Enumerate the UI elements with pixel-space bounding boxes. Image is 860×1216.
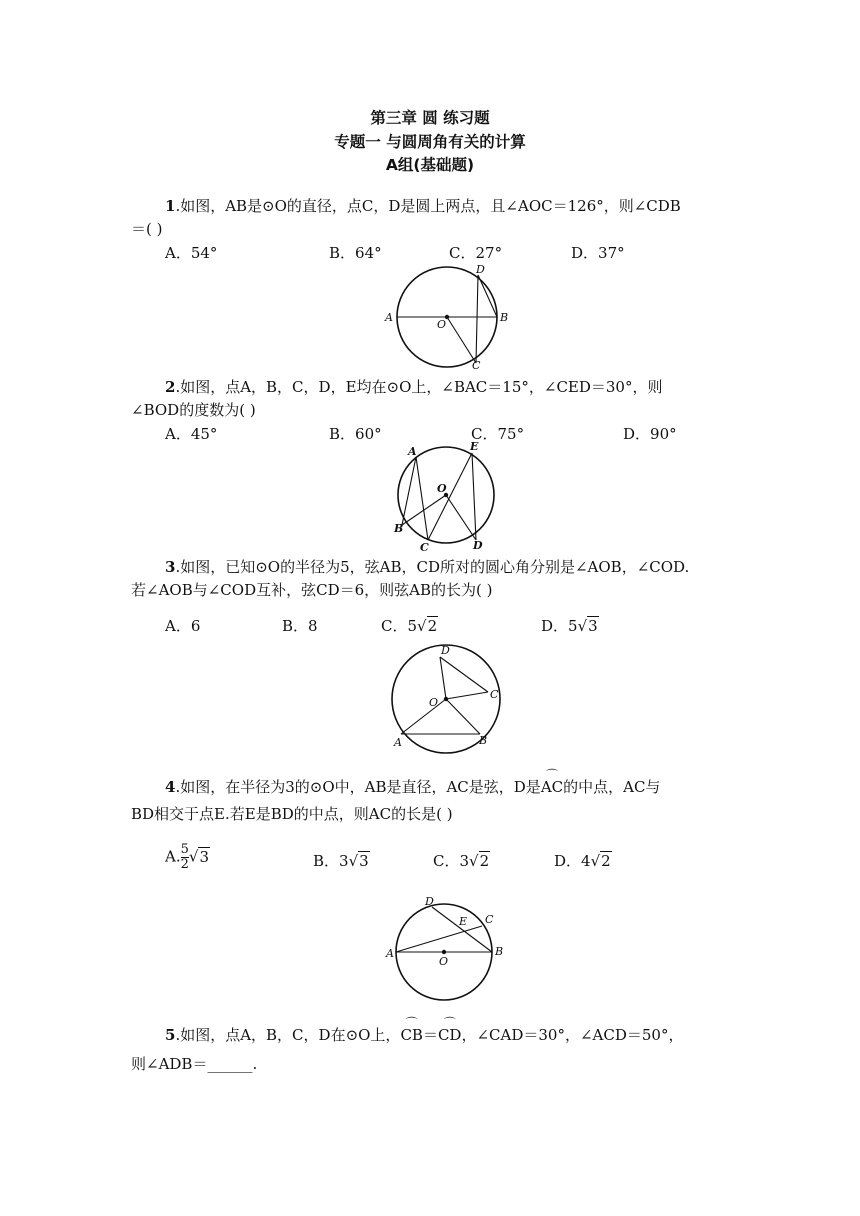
q3-number: 3 — [165, 558, 176, 576]
q3-label-b: B — [479, 734, 488, 747]
q3-option-d[interactable] — [541, 615, 599, 636]
q2-option-b[interactable]: B．60° — [329, 425, 382, 443]
q2-option-a[interactable]: A．45° — [165, 425, 218, 443]
q2-label-b: B — [394, 522, 404, 535]
q4-option-a-fraction — [181, 843, 189, 872]
q4-option-a-label: A. — [165, 847, 181, 866]
q3-option-c[interactable] — [381, 615, 438, 636]
q5-text-a2: ，∠CAD＝30°，∠ACD＝50°， — [461, 1026, 684, 1044]
q2-segment-bo — [402, 495, 446, 525]
q5-arc-cd: ⌒ CD — [438, 1025, 462, 1045]
q5-arc-cb: ⌒ CB — [400, 1025, 423, 1045]
q2-segment-ac — [416, 457, 428, 540]
q2-segment-ab — [402, 457, 416, 525]
q2-label-o: O — [437, 482, 447, 495]
q4-chord-ac — [396, 926, 482, 952]
sqrt-icon: √ — [590, 852, 601, 870]
q4-option-c-label: C．3 — [433, 852, 470, 870]
q4-option-b[interactable] — [313, 850, 370, 871]
q1-option-c[interactable]: C．27° — [449, 244, 503, 262]
group-title: A组(基础题) — [385, 156, 475, 174]
q1-text-a: .如图，AB是⊙O的直径，点C，D是圆上两点，且∠AOC＝126°，则∠CDB — [175, 197, 681, 215]
q4-stem-line2: BD相交于点E.若E是BD的中点，则AC的长是( ) — [131, 805, 453, 823]
q2-segment-od — [446, 495, 476, 540]
q1-label-o: O — [437, 318, 447, 331]
q1-number: 1 — [165, 197, 176, 215]
q4-label-e: E — [459, 915, 468, 928]
q5-text-a1: .如图，点A，B，C，D在⊙O上， — [175, 1026, 401, 1044]
q2-stem-line2: ∠BOD的度数为( ) — [131, 401, 256, 419]
q4-stem-line1 — [165, 777, 660, 797]
q4-label-d: D — [425, 895, 434, 908]
q3-segment-oa — [401, 699, 446, 734]
q4-option-a-radicand: 3 — [199, 847, 209, 866]
q4-figure — [382, 893, 512, 1005]
q1-label-d: D — [476, 263, 485, 276]
q4-option-b-radicand: 3 — [359, 852, 369, 870]
q4-label-c: C — [485, 913, 494, 926]
q4-option-a[interactable] — [165, 843, 210, 872]
sqrt-icon: √ — [577, 617, 588, 635]
q3-center-point — [444, 697, 448, 701]
q3-option-d-radicand: 3 — [588, 617, 598, 635]
q2-segment-ce — [428, 453, 472, 540]
q1-segment-db — [478, 275, 497, 317]
q1-segment-cd — [476, 275, 478, 363]
q5-equals: ＝ — [422, 1026, 438, 1044]
topic-title: 专题一 与圆周角有关的计算 — [334, 133, 526, 151]
q2-text-a: .如图，点A，B，C，D，E均在⊙O上，∠BAC＝15°，∠CED＝30°，则 — [175, 378, 663, 396]
sqrt-icon: √ — [188, 847, 199, 866]
q3-option-c-radicand: 2 — [427, 617, 438, 635]
q1-option-d[interactable]: D．37° — [571, 244, 625, 262]
q1-label-b: B — [500, 311, 509, 324]
q3-segment-oc — [446, 692, 488, 699]
q1-option-a[interactable]: A．54° — [165, 244, 218, 262]
q4-option-b-label: B．3 — [313, 852, 349, 870]
q3-stem-line1 — [165, 557, 689, 577]
q3-stem-line2: 若∠AOB与∠COD互补，弦CD＝6，则弦AB的长为( ) — [131, 581, 493, 599]
q2-label-a: A — [408, 445, 417, 458]
q2-figure — [392, 440, 504, 552]
q1-stem-line1 — [165, 196, 681, 216]
q2-option-c[interactable]: C．75° — [471, 425, 525, 443]
q4-label-b: B — [495, 945, 504, 958]
fraction-denominator: 2 — [180, 857, 189, 872]
q3-segment-od — [440, 657, 446, 699]
q4-number: 4 — [165, 778, 176, 796]
q3-label-a: A — [394, 736, 402, 749]
q3-option-d-label: D．5 — [541, 617, 578, 635]
sqrt-icon: √ — [417, 617, 427, 635]
q2-stem-line1 — [165, 377, 662, 397]
q1-segment-oc — [447, 317, 476, 363]
q2-number: 2 — [165, 378, 176, 396]
q1-label-a: A — [385, 311, 393, 324]
q4-option-c[interactable] — [433, 850, 490, 871]
q3-option-a[interactable]: A．6 — [165, 617, 201, 635]
fraction-numerator: 5 — [180, 842, 189, 857]
q4-text-a2: 的中点，AC与 — [563, 778, 661, 796]
sqrt-icon: √ — [348, 852, 359, 870]
q3-segment-ob — [446, 699, 480, 734]
q3-figure — [382, 640, 512, 758]
q1-label-c: C — [472, 359, 481, 372]
q4-arc-ac: ⌒ AC — [541, 777, 563, 797]
q2-label-c: C — [420, 541, 429, 554]
q4-chord-bd — [432, 907, 492, 952]
q4-label-o: O — [439, 955, 449, 968]
q3-label-c: C — [490, 688, 499, 701]
q3-option-b[interactable]: B．8 — [282, 617, 318, 635]
q2-segment-ed — [472, 453, 476, 540]
q1-option-b[interactable]: B．64° — [329, 244, 382, 262]
q4-option-d[interactable] — [554, 850, 612, 871]
q4-center-point — [442, 950, 446, 954]
q5-number: 5 — [165, 1026, 176, 1044]
chapter-title: 第三章 圆 练习题 — [370, 109, 490, 127]
q1-stem-line2: ＝( ) — [131, 220, 163, 238]
q2-label-d: D — [473, 539, 483, 552]
q4-option-d-radicand: 2 — [601, 852, 611, 870]
q4-text-a1: .如图，在半径为3的⊙O中，AB是直径，AC是弦，D是 — [175, 778, 541, 796]
q5-stem-line2: 则∠ADB＝______. — [131, 1055, 258, 1073]
q4-label-a: A — [386, 947, 394, 960]
q4-option-c-radicand: 2 — [479, 852, 490, 870]
q3-label-o: O — [429, 696, 439, 709]
q4-option-d-label: D．4 — [554, 852, 591, 870]
q3-text-a: .如图，已知⊙O的半径为5，弦AB，CD所对的圆心角分别是∠AOB，∠COD. — [175, 558, 690, 576]
q3-chord-cd — [440, 657, 488, 692]
sqrt-icon: √ — [469, 852, 479, 870]
q1-figure — [380, 262, 520, 374]
q5-stem-line1 — [165, 1025, 683, 1045]
q3-option-c-label: C．5 — [381, 617, 418, 635]
q2-option-d[interactable]: D．90° — [623, 425, 677, 443]
q2-label-e: E — [470, 440, 479, 453]
q3-label-d: D — [441, 644, 450, 657]
